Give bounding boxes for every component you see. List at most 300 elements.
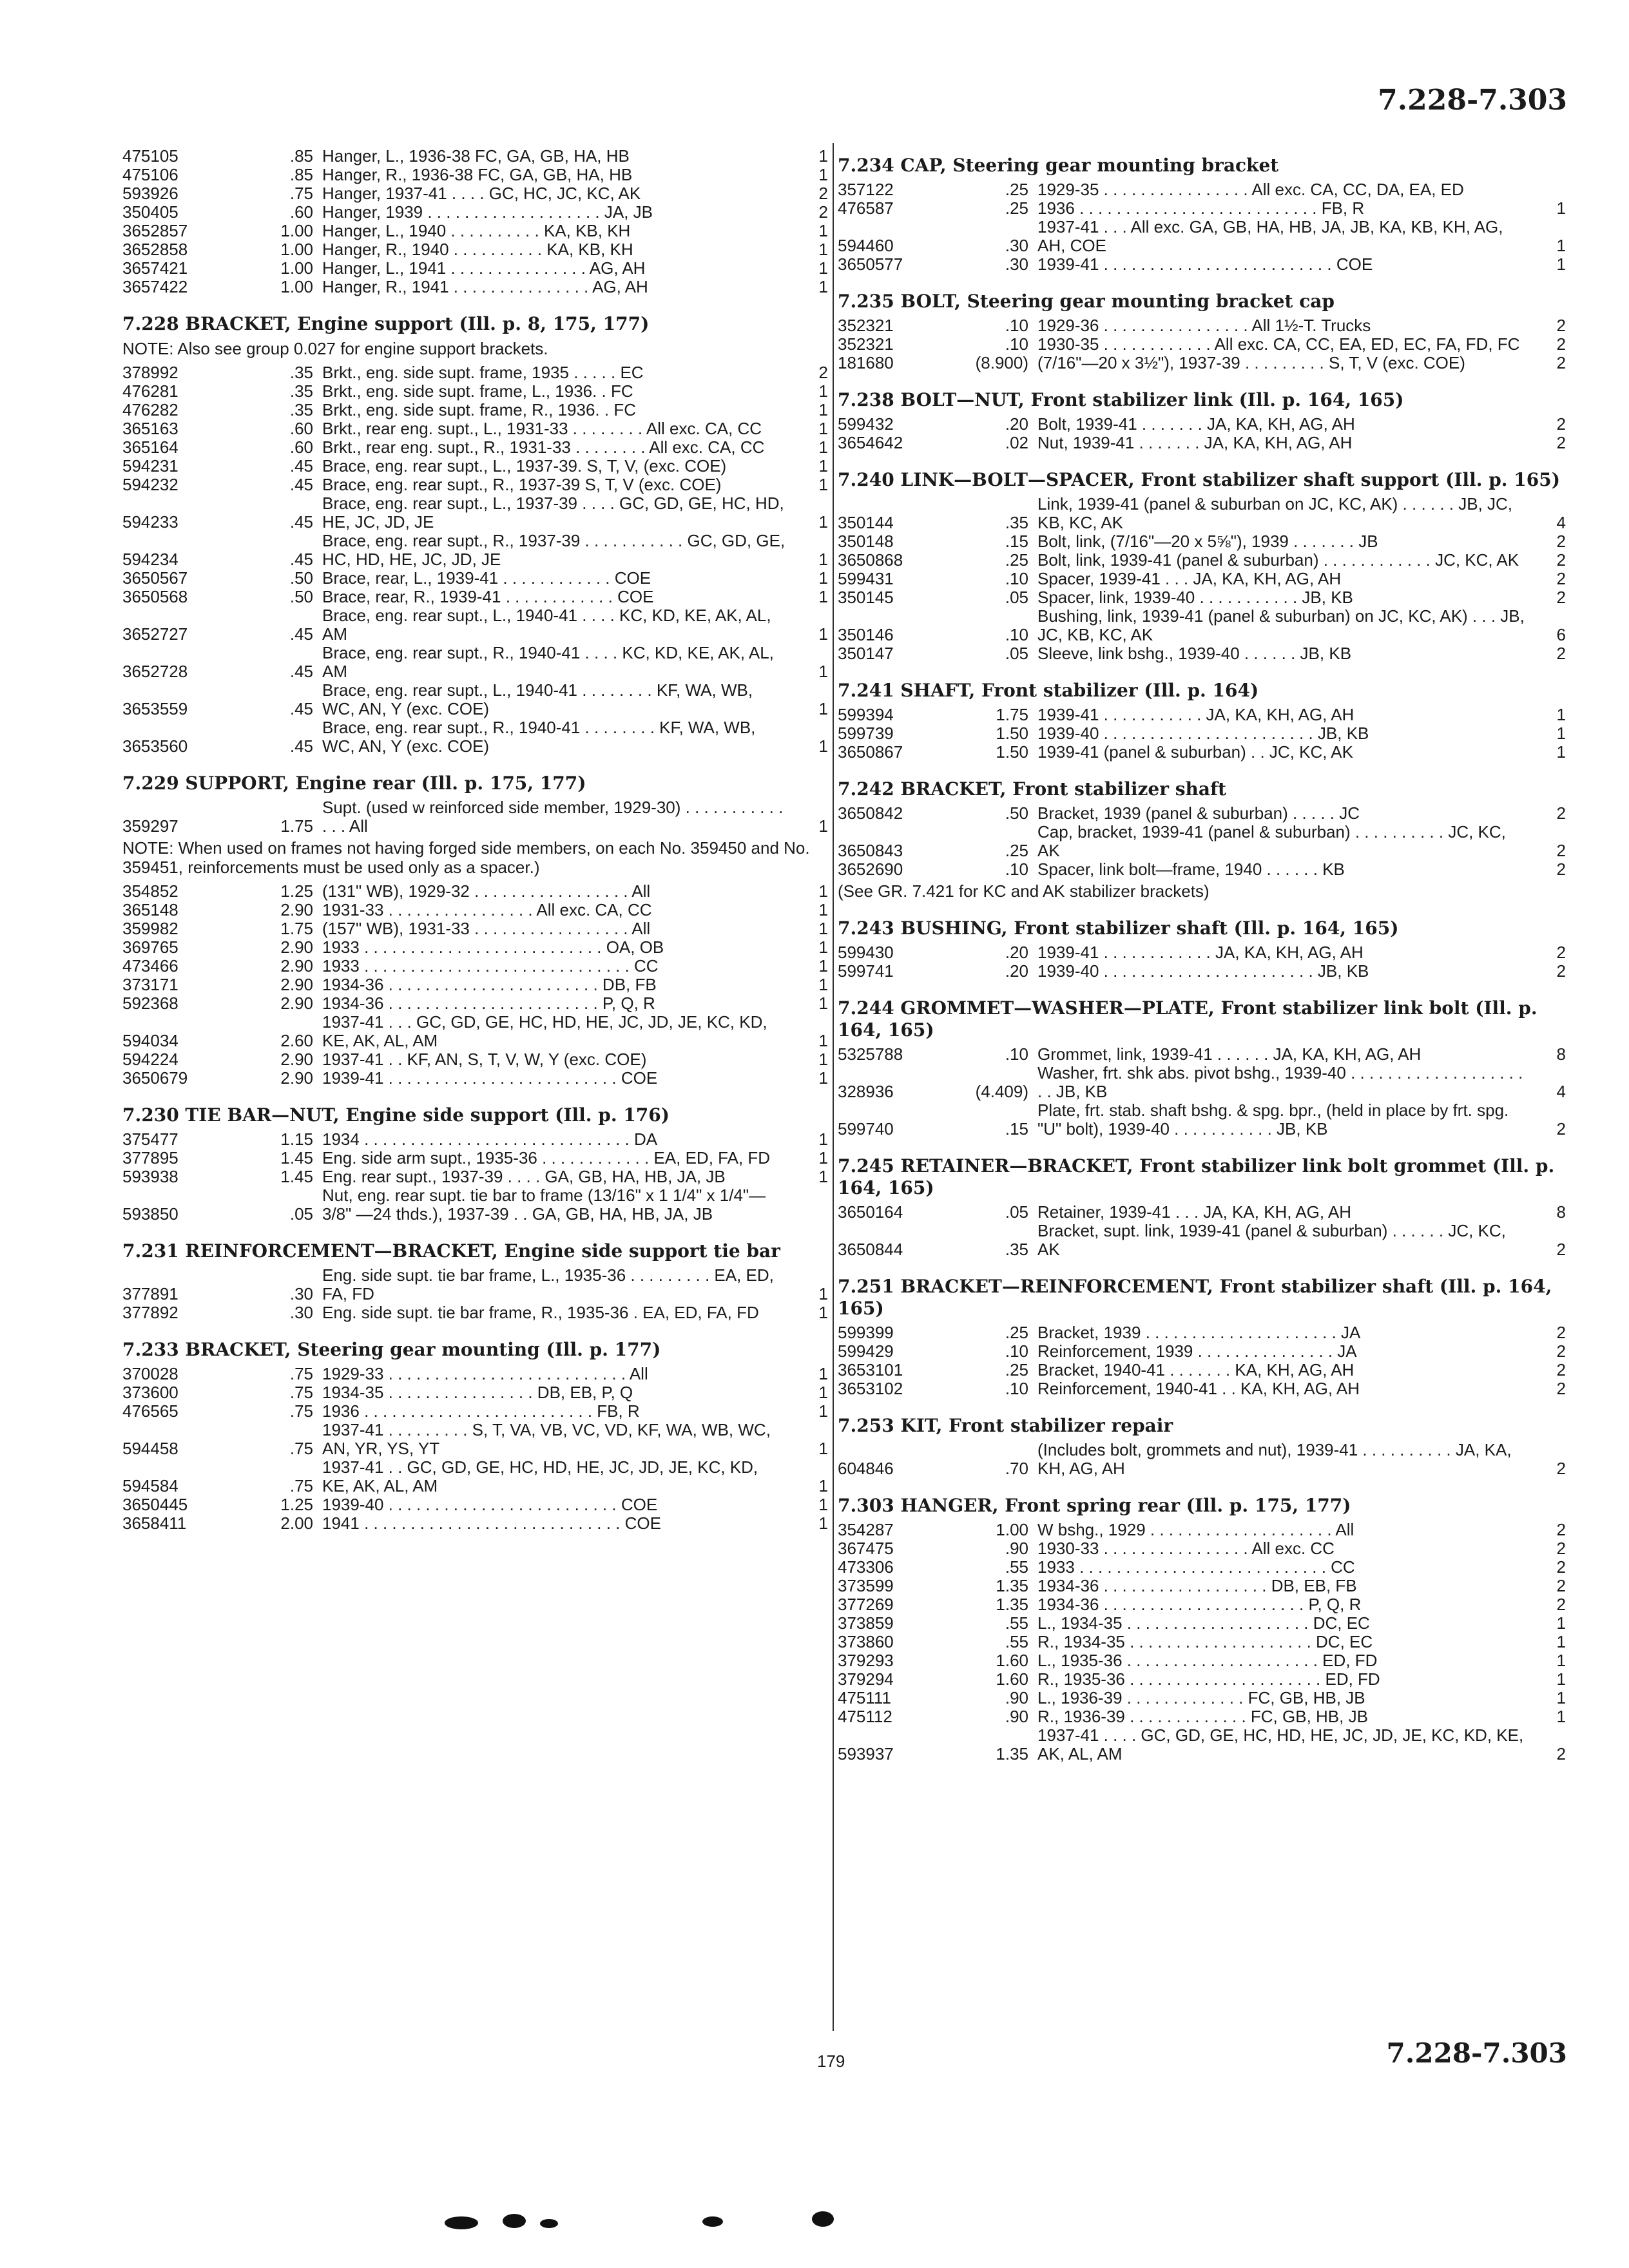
part-description: Eng. side supt. tie bar frame, R., 1935-36 . EA, ED, FA, FD xyxy=(322,1303,759,1322)
part-quantity: 1 xyxy=(818,550,828,569)
part-price: .75 xyxy=(289,1401,313,1421)
part-price: .20 xyxy=(1005,414,1028,434)
part-number: 599741 xyxy=(838,961,894,981)
part-price: 2.90 xyxy=(280,1068,313,1088)
part-description: Eng. side supt. tie bar frame, L., 1935-36 . . . . . . . . . EA, ED, FA, FD xyxy=(322,1265,774,1303)
part-price: 1.45 xyxy=(280,1148,313,1168)
section-title: 7.245 RETAINER—BRACKET, Front stabilizer link bolt grommet (Ill. p. 164, 165) xyxy=(838,1155,1555,1198)
part-number: 599432 xyxy=(838,414,894,434)
part-quantity: 2 xyxy=(818,363,828,382)
part-quantity: 1 xyxy=(818,221,828,240)
part-description: 1939-40 . . . . . . . . . . . . . . . . . . . . . . . . . COE xyxy=(322,1495,658,1514)
part-description: Hanger, L., 1941 . . . . . . . . . . . . . . . AG, AH xyxy=(322,258,646,278)
part-quantity: 1 xyxy=(818,1364,828,1383)
part-number: 3652858 xyxy=(122,240,188,259)
part-quantity: 1 xyxy=(818,1148,828,1168)
part-row xyxy=(838,180,1566,199)
part-row xyxy=(122,644,828,681)
part-row xyxy=(122,419,828,438)
section-title: 7.303 HANGER, Front spring rear (Ill. p. 175, 177) xyxy=(838,1495,1351,1516)
part-description: Washer, frt. shk abs. pivot bshg., 1939-40 . . . . . . . . . . . . . . . . . . . . . JB, KB xyxy=(1037,1063,1523,1101)
part-price: .02 xyxy=(1005,433,1028,452)
part-description: Brace, rear, L., 1939-41 . . . . . . . . . . . . COE xyxy=(322,568,651,588)
part-description: 1937-41 . . . . . . . . . S, T, VA, VB, VC, VD, KF, WA, WB, WC, AN, YR, YS, YT xyxy=(322,1420,771,1458)
part-quantity: 1 xyxy=(818,277,828,296)
section-note: NOTE: When used on frames not having forged side members, on each No. 359450 and No. 359451, reinforcements must be used only as a spacer.) xyxy=(122,838,810,877)
part-row xyxy=(838,588,1566,607)
part-row xyxy=(838,804,1566,823)
part-price: .25 xyxy=(1005,550,1028,570)
part-price: .60 xyxy=(289,419,313,438)
part-price: .30 xyxy=(1005,236,1028,255)
part-description: 1933 . . . . . . . . . . . . . . . . . . . . . . . . . . OA, OB xyxy=(322,937,664,957)
part-quantity: 1 xyxy=(818,937,828,957)
part-description: Bolt, link, 1939-41 (panel & suburban) . . . . . . . . . . . . JC, KC, AK xyxy=(1037,550,1519,570)
part-quantity: 1 xyxy=(818,1068,828,1088)
part-price: 2.60 xyxy=(280,1031,313,1050)
part-price: 1.75 xyxy=(996,705,1028,724)
part-number: 593850 xyxy=(122,1204,178,1224)
part-description: 1934-36 . . . . . . . . . . . . . . . . . . . . . . . DB, FB xyxy=(322,975,657,994)
part-quantity: 2 xyxy=(1556,1240,1566,1259)
part-row xyxy=(838,354,1566,372)
part-row xyxy=(838,415,1566,434)
part-row xyxy=(122,1514,828,1533)
part-quantity: 1 xyxy=(818,456,828,476)
part-price: .45 xyxy=(289,475,313,494)
part-row xyxy=(838,943,1566,962)
part-description: Bushing, link, 1939-41 (panel & suburban) on JC, KC, AK) . . . JB, JC, KB, KC, AK xyxy=(1037,606,1525,644)
part-price: .25 xyxy=(1005,1323,1028,1342)
part-number: 3650867 xyxy=(838,742,903,762)
part-quantity: 1 xyxy=(818,146,828,166)
part-number: 475105 xyxy=(122,146,178,166)
part-price: 1.00 xyxy=(280,277,313,296)
part-description: Supt. (used w reinforced side member, 1929-30) . . . . . . . . . . . . . . All xyxy=(322,798,784,836)
part-price: .50 xyxy=(289,568,313,588)
part-price: 1.00 xyxy=(280,258,313,278)
part-quantity: 1 xyxy=(1556,1651,1566,1670)
part-row xyxy=(838,199,1566,218)
part-row xyxy=(122,259,828,278)
part-row xyxy=(122,147,828,166)
part-description: Brace, eng. rear supt., R., 1937-39 . . . . . . . . . . . GC, GD, GE, HC, HD, HE, JC, JD, JE xyxy=(322,531,786,569)
part-number: 476587 xyxy=(838,198,894,218)
part-row xyxy=(838,1064,1566,1101)
part-price: .10 xyxy=(1005,625,1028,644)
part-quantity: 1 xyxy=(818,975,828,994)
part-description: Brkt., eng. side supt. frame, 1935 . . . . . EC xyxy=(322,363,644,382)
part-quantity: 2 xyxy=(1556,1323,1566,1342)
part-quantity: 2 xyxy=(1556,569,1566,588)
part-quantity: 2 xyxy=(1556,860,1566,879)
part-description: Eng. rear supt., 1937-39 . . . . GA, GB, HA, HB, JA, JB xyxy=(322,1167,726,1186)
section-note: (See GR. 7.421 for KC and AK stabilizer brackets) xyxy=(838,881,1210,901)
part-price: .60 xyxy=(289,437,313,457)
part-row xyxy=(838,1323,1566,1342)
part-price: .75 xyxy=(289,1383,313,1402)
part-number: 377895 xyxy=(122,1148,178,1168)
part-description: 1939-40 . . . . . . . . . . . . . . . . . . . . . . . JB, KB xyxy=(1037,961,1369,981)
part-quantity: 1 xyxy=(1556,1669,1566,1689)
part-description: 1937-41 . . . GC, GD, GE, HC, HD, HE, JC, JD, JE, KC, KD, KE, AK, AL, AM xyxy=(322,1012,767,1050)
part-number: 369765 xyxy=(122,937,178,957)
part-price: .55 xyxy=(1005,1557,1028,1577)
page-number: 179 xyxy=(817,2052,845,2071)
part-quantity: 2 xyxy=(1556,1744,1566,1763)
section-title: 7.230 TIE BAR—NUT, Engine side support (Ill. p. 176) xyxy=(122,1104,670,1126)
part-description: Brace, eng. rear supt., R., 1937-39 S, T, V (exc. COE) xyxy=(322,475,722,494)
part-quantity: 1 xyxy=(818,1514,828,1533)
part-description: 1929-33 . . . . . . . . . . . . . . . . . . . . . . . . . . All xyxy=(322,1364,648,1383)
part-price: .90 xyxy=(1005,1539,1028,1558)
part-row xyxy=(838,1379,1566,1398)
part-price: 2.90 xyxy=(280,1050,313,1069)
part-description: 1936 . . . . . . . . . . . . . . . . . . . . . . . . . FB, R xyxy=(322,1401,640,1421)
part-row xyxy=(838,1651,1566,1670)
part-price: .20 xyxy=(1005,961,1028,981)
part-description: Cap, bracket, 1939-41 (panel & suburban) . . . . . . . . . . JC, KC, AK xyxy=(1037,822,1506,860)
catalog-section xyxy=(122,773,828,1088)
part-price: .05 xyxy=(1005,588,1028,607)
part-number: 365164 xyxy=(122,437,178,457)
part-description: (131" WB), 1929-32 . . . . . . . . . . . . . . . . . All xyxy=(322,881,651,901)
part-row xyxy=(838,434,1566,452)
part-quantity: 1 xyxy=(818,1383,828,1402)
part-row xyxy=(122,681,828,718)
part-price: .35 xyxy=(289,381,313,401)
part-quantity: 1 xyxy=(818,699,828,718)
part-number: 3654642 xyxy=(838,433,903,452)
part-price: .35 xyxy=(1005,513,1028,532)
part-number: 373600 xyxy=(122,1383,178,1402)
part-price: 1.25 xyxy=(280,1495,313,1514)
part-number: 475112 xyxy=(838,1707,892,1726)
part-quantity: 1 xyxy=(818,258,828,278)
part-price: 1.75 xyxy=(280,919,313,938)
part-row xyxy=(838,644,1566,663)
part-number: 350147 xyxy=(838,644,894,663)
part-price: .45 xyxy=(289,512,313,532)
part-quantity: 1 xyxy=(818,437,828,457)
part-price: 2.90 xyxy=(280,994,313,1013)
part-number: 365148 xyxy=(122,900,178,919)
part-description: R., 1936-39 . . . . . . . . . . . . . FC, GB, HB, JB xyxy=(1037,1707,1368,1726)
part-number: 181680 xyxy=(838,353,894,372)
catalog-section xyxy=(838,1155,1566,1259)
part-row xyxy=(122,1050,828,1069)
part-row xyxy=(838,316,1566,335)
part-row xyxy=(838,724,1566,743)
part-row xyxy=(838,823,1566,860)
part-number: 3653102 xyxy=(838,1379,903,1398)
part-description: 1934-36 . . . . . . . . . . . . . . . . . . . . . . P, Q, R xyxy=(1037,1595,1362,1614)
part-number: 594584 xyxy=(122,1476,178,1495)
catalog-section xyxy=(838,997,1566,1139)
part-row xyxy=(122,1383,828,1402)
part-row xyxy=(122,569,828,588)
part-quantity: 1 xyxy=(818,662,828,681)
part-row xyxy=(838,1521,1566,1539)
part-quantity: 1 xyxy=(818,1401,828,1421)
section-title: 7.229 SUPPORT, Engine rear (Ill. p. 175, 177) xyxy=(122,773,586,794)
part-price: .60 xyxy=(289,202,313,222)
part-row xyxy=(838,1342,1566,1361)
catalog-section xyxy=(122,1240,828,1322)
catalog-section xyxy=(838,155,1566,274)
part-row xyxy=(838,962,1566,981)
part-row xyxy=(122,240,828,259)
part-number: 3650679 xyxy=(122,1068,188,1088)
part-price: .15 xyxy=(1005,532,1028,551)
part-quantity: 2 xyxy=(1556,1539,1566,1558)
part-description: 1929-36 . . . . . . . . . . . . . . . . All 1½-T. Trucks xyxy=(1037,316,1371,335)
part-price: .30 xyxy=(289,1284,313,1303)
part-quantity: 1 xyxy=(818,587,828,606)
part-quantity: 1 xyxy=(1556,742,1566,762)
part-quantity: 1 xyxy=(818,240,828,259)
part-quantity: 1 xyxy=(818,956,828,975)
part-number: 593937 xyxy=(838,1744,894,1763)
part-price: 1.00 xyxy=(280,240,313,259)
part-description: 1937-41 . . . All exc. GA, GB, HA, HB, JA, JB, KA, KB, KH, AG, AH, COE xyxy=(1037,217,1503,255)
part-quantity: 2 xyxy=(1556,550,1566,570)
part-number: 377891 xyxy=(122,1284,178,1303)
part-quantity: 2 xyxy=(1556,532,1566,551)
part-description: (Includes bolt, grommets and nut), 1939-41 . . . . . . . . . . JA, KA, KH, AG, AH xyxy=(1037,1440,1512,1478)
part-price: 1.75 xyxy=(280,816,313,836)
part-number: 3650577 xyxy=(838,255,903,274)
part-price: .45 xyxy=(289,699,313,718)
part-price: .25 xyxy=(1005,180,1028,199)
part-description: 1939-41 . . . . . . . . . . . . JA, KA, KH, AG, AH xyxy=(1037,943,1364,962)
part-number: 3652727 xyxy=(122,624,188,644)
part-description: Brace, eng. rear supt., L., 1937-39 . . . . GC, GD, GE, HC, HD, HE, JC, JD, JE xyxy=(322,494,784,532)
part-number: 357122 xyxy=(838,180,894,199)
part-number: 359297 xyxy=(122,816,178,836)
part-quantity: 2 xyxy=(1556,841,1566,860)
section-title: 7.242 BRACKET, Front stabilizer shaft xyxy=(838,778,1226,800)
part-row xyxy=(838,1614,1566,1633)
part-row xyxy=(122,901,828,919)
catalog-section xyxy=(838,778,1566,901)
part-price: 1.60 xyxy=(996,1651,1028,1670)
part-description: Brkt., eng. side supt. frame, L., 1936. . FC xyxy=(322,381,633,401)
part-price: .85 xyxy=(289,146,313,166)
section-title: 7.240 LINK—BOLT—SPACER, Front stabilizer shaft support (Ill. p. 165) xyxy=(838,469,1560,490)
part-description: 1934-36 . . . . . . . . . . . . . . . . . . . . . . . P, Q, R xyxy=(322,994,655,1013)
part-description: Hanger, R., 1940 . . . . . . . . . . KA, KB, KH xyxy=(322,240,633,259)
part-price: .10 xyxy=(1005,860,1028,879)
part-quantity: 1 xyxy=(1556,1707,1566,1726)
part-number: 3650868 xyxy=(838,550,903,570)
part-row xyxy=(122,494,828,532)
part-price: (8.900) xyxy=(975,353,1028,372)
catalog-section xyxy=(122,1104,828,1224)
part-number: 328936 xyxy=(838,1082,894,1101)
part-number: 594234 xyxy=(122,550,178,569)
part-price: (4.409) xyxy=(975,1082,1028,1101)
part-number: 350145 xyxy=(838,588,894,607)
part-description: Spacer, 1939-41 . . . JA, KA, KH, AG, AH xyxy=(1037,569,1342,588)
part-description: 1939-41 . . . . . . . . . . . . . . . . . . . . . . . . . COE xyxy=(1037,255,1373,274)
right-column xyxy=(838,147,1566,1780)
part-description: 1933 . . . . . . . . . . . . . . . . . . . . . . . . . . . CC xyxy=(1037,1557,1355,1577)
part-row xyxy=(122,1458,828,1495)
part-number: 594224 xyxy=(122,1050,178,1069)
part-quantity: 2 xyxy=(1556,1119,1566,1139)
part-number: 365163 xyxy=(122,419,178,438)
part-number: 594460 xyxy=(838,236,894,255)
part-price: .45 xyxy=(289,736,313,756)
part-quantity: 2 xyxy=(1556,353,1566,372)
part-number: 373599 xyxy=(838,1576,894,1595)
part-description: Bolt, 1939-41 . . . . . . . JA, KA, KH, AG, AH xyxy=(1037,414,1355,434)
part-number: 599430 xyxy=(838,943,894,962)
part-quantity: 1 xyxy=(1556,236,1566,255)
part-number: 599740 xyxy=(838,1119,894,1139)
part-number: 3652690 xyxy=(838,860,903,879)
part-description: Spacer, link, 1939-40 . . . . . . . . . . . JB, KB xyxy=(1037,588,1353,607)
part-price: .25 xyxy=(1005,1360,1028,1379)
part-price: .75 xyxy=(289,1364,313,1383)
part-quantity: 1 xyxy=(818,512,828,532)
part-row xyxy=(122,1186,828,1224)
catalog-section xyxy=(122,1339,828,1533)
part-price: .75 xyxy=(289,1476,313,1495)
part-quantity: 1 xyxy=(818,900,828,919)
part-number: 5325788 xyxy=(838,1044,903,1064)
part-number: 473306 xyxy=(838,1557,894,1577)
part-description: 1937-41 . . . . GC, GD, GE, HC, HD, HE, JC, JD, JE, KC, KD, KE, AK, AL, AM xyxy=(1037,1725,1524,1763)
part-number: 379294 xyxy=(838,1669,894,1689)
part-number: 375477 xyxy=(122,1129,178,1149)
part-number: 475111 xyxy=(838,1688,891,1707)
part-quantity: 1 xyxy=(1556,1688,1566,1707)
part-quantity: 2 xyxy=(1556,961,1566,981)
part-quantity: 1 xyxy=(1556,198,1566,218)
part-quantity: 1 xyxy=(818,1050,828,1069)
part-quantity: 2 xyxy=(818,202,828,222)
part-quantity: 1 xyxy=(818,1439,828,1458)
part-quantity: 4 xyxy=(1556,513,1566,532)
part-number: 3658411 xyxy=(122,1514,187,1533)
part-row xyxy=(122,957,828,975)
part-quantity: 2 xyxy=(1556,414,1566,434)
part-description: 1941 . . . . . . . . . . . . . . . . . . . . . . . . . . . . COE xyxy=(322,1514,661,1533)
section-title: 7.234 CAP, Steering gear mounting bracket xyxy=(838,155,1279,176)
part-row xyxy=(838,1203,1566,1222)
part-quantity: 2 xyxy=(1556,1576,1566,1595)
part-number: 593938 xyxy=(122,1167,178,1186)
part-description: Retainer, 1939-41 . . . JA, KA, KH, AG, AH xyxy=(1037,1202,1352,1222)
part-price: 2.90 xyxy=(280,937,313,957)
part-description: Hanger, 1939 . . . . . . . . . . . . . . . . . . . JA, JB xyxy=(322,202,653,222)
part-price: .10 xyxy=(1005,316,1028,335)
part-number: 3652857 xyxy=(122,221,188,240)
part-row xyxy=(122,532,828,569)
part-price: 1.60 xyxy=(996,1669,1028,1689)
part-quantity: 1 xyxy=(818,1476,828,1495)
part-description: 1936 . . . . . . . . . . . . . . . . . . . . . . . . . . FB, R xyxy=(1037,198,1365,218)
part-price: .05 xyxy=(1005,1202,1028,1222)
catalog-section xyxy=(838,389,1566,452)
section-title: 7.238 BOLT—NUT, Front stabilizer link (Ill. p. 164, 165) xyxy=(838,389,1404,410)
part-quantity: 1 xyxy=(818,165,828,184)
part-price: 1.35 xyxy=(996,1744,1028,1763)
part-price: .10 xyxy=(1005,569,1028,588)
part-row xyxy=(838,1726,1566,1763)
part-row xyxy=(122,1365,828,1383)
section-title: 7.243 BUSHING, Front stabilizer shaft (Ill. p. 164, 165) xyxy=(838,918,1399,939)
part-quantity: 1 xyxy=(818,1495,828,1514)
part-row xyxy=(122,1168,828,1186)
page-range-header: 7.228-7.303 xyxy=(1378,84,1567,117)
part-description: L., 1936-39 . . . . . . . . . . . . . FC, GB, HB, JB xyxy=(1037,1688,1365,1707)
part-quantity: 1 xyxy=(1556,1613,1566,1633)
part-row xyxy=(838,570,1566,588)
catalog-section xyxy=(838,1276,1566,1398)
part-quantity: 1 xyxy=(1556,255,1566,274)
part-row xyxy=(838,1441,1566,1478)
part-quantity: 1 xyxy=(818,919,828,938)
part-description: Brace, eng. rear supt., R., 1940-41 . . . . KC, KD, KE, AK, AL, AM xyxy=(322,643,774,681)
part-price: 1.35 xyxy=(996,1576,1028,1595)
part-number: 379293 xyxy=(838,1651,894,1670)
section-title: 7.233 BRACKET, Steering gear mounting (Ill. p. 177) xyxy=(122,1339,661,1360)
part-row xyxy=(122,1069,828,1088)
part-row xyxy=(838,1670,1566,1689)
part-description: Nut, eng. rear supt. tie bar to frame (13/16" x 1 1/4" x 1/4"—3/8" —24 thds.), 1937-39 . . GA, GB, HA, HB, JA, JB xyxy=(322,1186,766,1224)
part-quantity: 1 xyxy=(818,1167,828,1186)
part-price: .10 xyxy=(1005,1379,1028,1398)
part-quantity: 1 xyxy=(818,400,828,419)
part-quantity: 2 xyxy=(1556,644,1566,663)
part-price: .45 xyxy=(289,550,313,569)
part-number: 3652728 xyxy=(122,662,188,681)
part-row xyxy=(122,938,828,957)
part-row xyxy=(122,476,828,494)
catalog-section xyxy=(838,918,1566,981)
part-description: Sleeve, link bshg., 1939-40 . . . . . . JB, KB xyxy=(1037,644,1352,663)
part-price: 1.45 xyxy=(280,1167,313,1186)
part-number: 592368 xyxy=(122,994,178,1013)
catalog-section xyxy=(122,147,828,296)
part-description: 1937-41 . . KF, AN, S, T, V, W, Y (exc. COE) xyxy=(322,1050,647,1069)
part-description: Brkt., rear eng. supt., L., 1931-33 . . . . . . . . All exc. CA, CC xyxy=(322,419,762,438)
part-quantity: 1 xyxy=(818,1129,828,1149)
part-price: .10 xyxy=(1005,1044,1028,1064)
catalog-section xyxy=(838,469,1566,663)
part-description: Reinforcement, 1939 . . . . . . . . . . . . . . . JA xyxy=(1037,1341,1357,1361)
part-row xyxy=(838,551,1566,570)
part-number: 359982 xyxy=(122,919,178,938)
part-row xyxy=(122,278,828,296)
scan-smudge xyxy=(702,2216,723,2227)
part-row xyxy=(838,1689,1566,1707)
part-price: .05 xyxy=(289,1204,313,1224)
part-description: Hanger, 1937-41 . . . . GC, HC, JC, KC, AK xyxy=(322,184,641,203)
part-quantity: 2 xyxy=(1556,1520,1566,1539)
part-price: 1.50 xyxy=(996,742,1028,762)
part-number: 352321 xyxy=(838,316,894,335)
part-row xyxy=(838,335,1566,354)
part-row xyxy=(838,860,1566,879)
part-row xyxy=(122,1303,828,1322)
part-price: .85 xyxy=(289,165,313,184)
part-description: Hanger, L., 1936-38 FC, GA, GB, HA, HB xyxy=(322,146,630,166)
part-quantity: 1 xyxy=(818,381,828,401)
